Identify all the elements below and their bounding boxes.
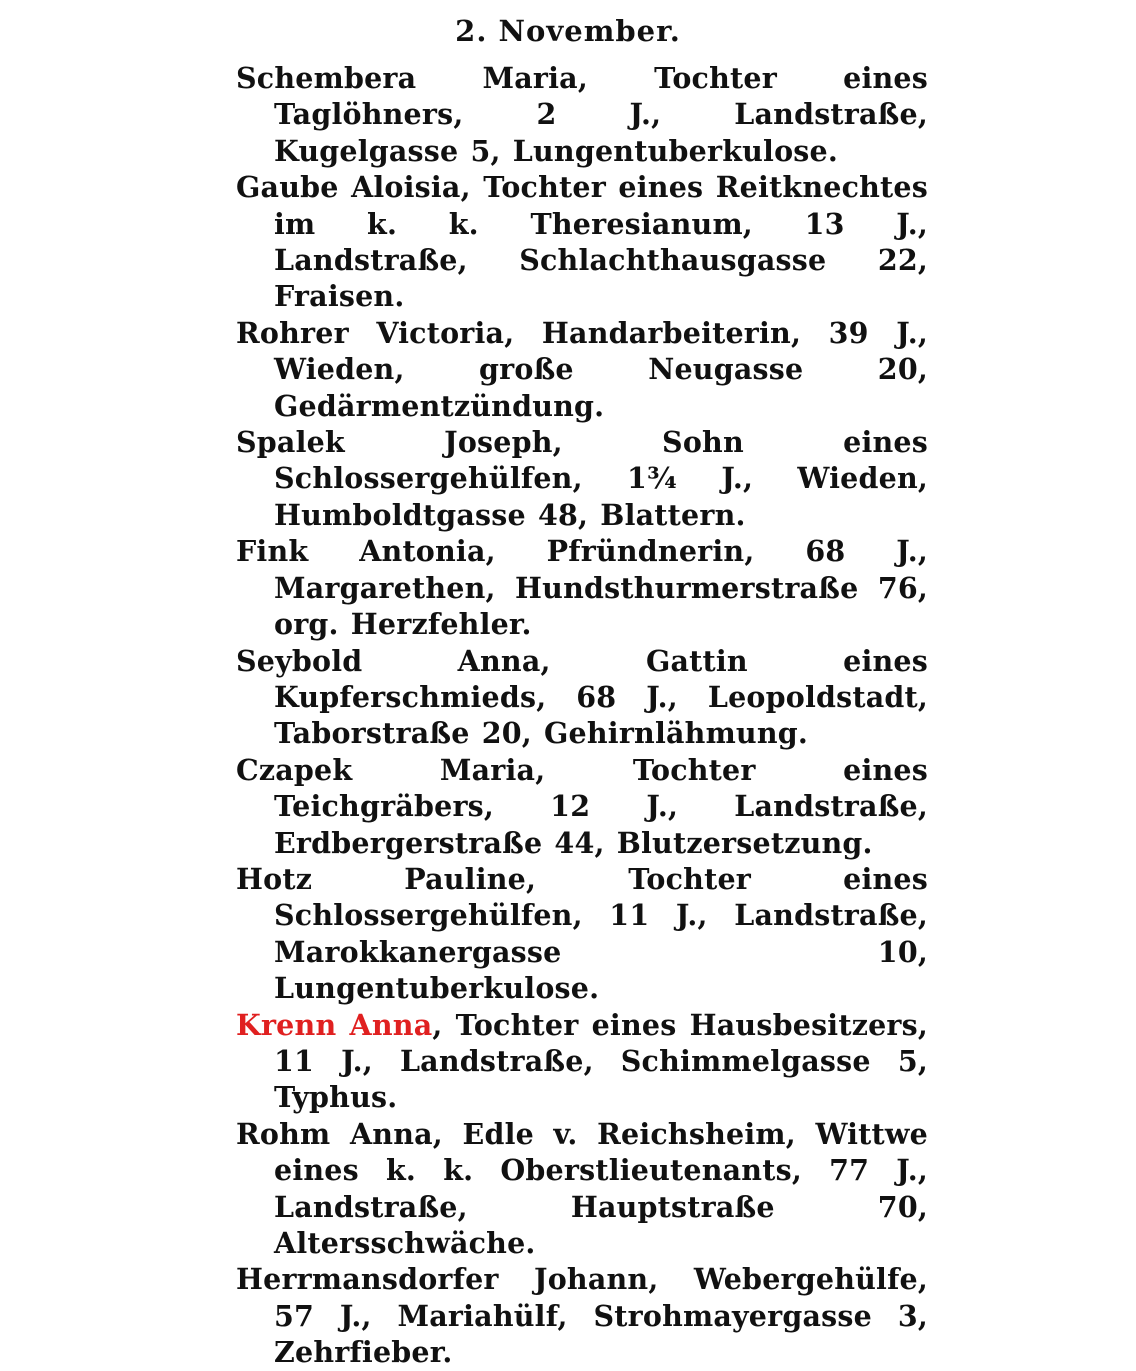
entry-name: Gaube Aloisia (236, 170, 461, 205)
register-entry (236, 752, 928, 861)
entry-name: Schembera Maria (236, 61, 578, 95)
entry-name: Czapek Maria (236, 752, 536, 787)
register-entry (236, 60, 928, 169)
entry-details: , Tochter eines Hausbesitzers, 11 J., Landstraße, Schimmelgasse 5, Typhus. (274, 1007, 928, 1115)
entry-details: , Edle v. Reichsheim, Wittwe eines k. k. Oberstlieutenants, 77 J., Landstraße, Hauptstraße 70, Altersschwäche. (274, 1116, 928, 1260)
entry-details: , Pfründnerin, 68 J., Margarethen, Hundsthurmerstraße 76, org. Herzfehler. (274, 534, 928, 642)
register-entry (236, 424, 928, 533)
entry-name: Seybold Anna (236, 643, 541, 678)
death-register-list (236, 60, 928, 1371)
entry-details: , Tochter eines Reitknechtes im k. k. Theresianum, 13 J., Landstraße, Schlachthausgasse 22, Fraisen. (274, 170, 928, 314)
entry-details: , Webergehülfe, 57 J., Mariahülf, Strohmayergasse 3, Zehrfieber. (274, 1262, 928, 1370)
entry-name: Rohrer Victoria (236, 315, 505, 350)
entry-name-highlighted: Krenn Anna (236, 1007, 433, 1042)
register-entry (236, 861, 928, 1007)
entry-details: , Sohn eines Schlossergehülfen, 1¾ J., Wieden, Humboldtgasse 48, Blattern. (274, 425, 928, 532)
page-heading: 2. November. (455, 14, 681, 48)
entry-details: , Tochter eines Schlossergehülfen, 11 J., Landstraße, Marokkanergasse 10, Lungentuberkulose. (274, 861, 928, 1006)
entry-name: Rohm Anna (236, 1116, 433, 1151)
entry-name: Herrmansdorfer Johann (236, 1262, 649, 1297)
entry-details: , Handarbeiterin, 39 J., Wieden, große Neugasse 20, Gedärmentzündung. (274, 315, 928, 423)
register-entry (236, 1116, 928, 1262)
entry-name: Hotz Pauline (236, 861, 526, 896)
entry-name: Spalek Joseph (236, 425, 553, 460)
register-entry (236, 643, 928, 752)
entry-details: , Tochter eines Teichgräbers, 12 J., Landstraße, Erdbergerstraße 44, Blutzersetzung. (274, 752, 928, 860)
entry-details: , Gattin eines Kupferschmieds, 68 J., Leopoldstadt, Taborstraße 20, Gehirnlähmung. (274, 643, 929, 751)
register-entry (236, 533, 928, 642)
register-entry-highlighted (236, 1007, 928, 1116)
entry-details: , Tochter eines Taglöhners, 2 J., Landstraße, Kugelgasse 5, Lungentuberkulose. (274, 61, 928, 168)
entry-name: Fink Antonia (236, 534, 486, 569)
register-entry (236, 169, 928, 315)
register-entry (236, 1261, 928, 1370)
register-entry (236, 315, 928, 424)
